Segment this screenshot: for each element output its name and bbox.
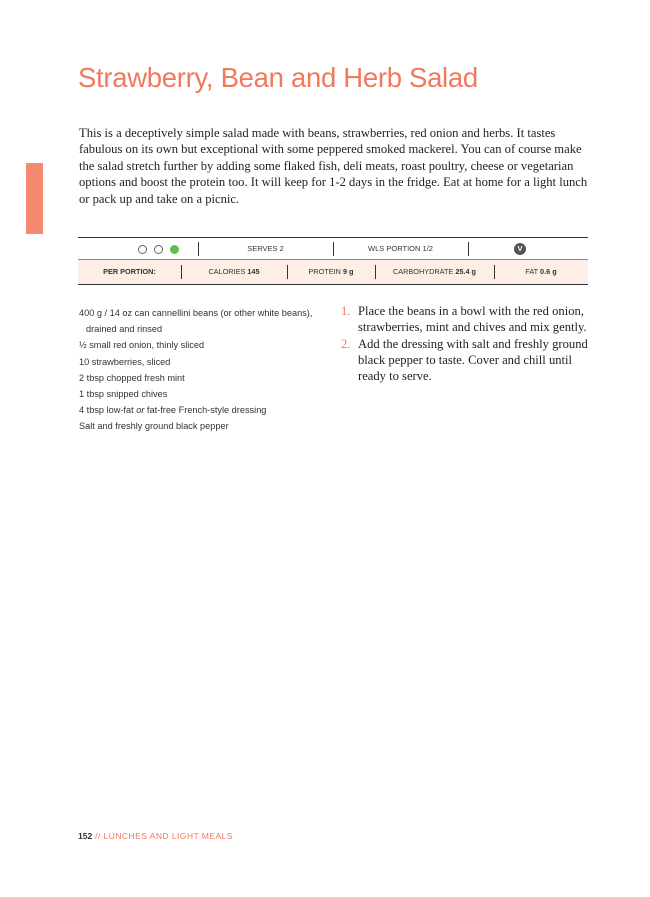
- difficulty-indicator: [78, 238, 198, 260]
- step-number: 2.: [341, 336, 351, 351]
- dressing-text: 4 tbsp low-fat: [79, 405, 137, 416]
- recipe-info-bar: [78, 237, 588, 260]
- protein-info: [287, 260, 375, 284]
- portion-label: WLS PORTION: [368, 244, 421, 253]
- carbohydrate-value: 25.4 g: [455, 267, 476, 276]
- fat-label: FAT: [525, 267, 539, 276]
- page-number: 152: [78, 831, 93, 841]
- section-name: LUNCHES AND LIGHT MEALS: [103, 831, 233, 841]
- method-step: [341, 303, 591, 336]
- difficulty-circle-empty-icon: [138, 245, 147, 254]
- recipe-title: Strawberry, Bean and Herb Salad: [78, 62, 478, 93]
- carbohydrate-label: CARBOHYDRATE: [393, 267, 454, 276]
- step-text: Add the dressing with salt and freshly ground black pepper to taste. Cover and chill until ready to serve.: [358, 336, 588, 384]
- footer-separator: //: [92, 831, 104, 841]
- calories-label: CALORIES: [208, 267, 246, 276]
- recipe-intro: This is a deceptively simple salad made with beans, strawberries, red onion and herbs. It tastes fabulous on its own but exceptional with some peppered smoked mackerel. You can of course make the salad stretch further by adding some flaked fish, deli meats, roast poultry, cheese or vegetarian options and boost the protein too. It will keep for 1-2 days in the fridge. Eat at home for a light lunch or pack up and take on a picnic.: [79, 126, 588, 206]
- dressing-or: or: [136, 405, 145, 416]
- ingredient-item: 1 tbsp snipped chives: [79, 389, 168, 400]
- nutrition-bar: [78, 259, 588, 285]
- chapter-tab: [26, 163, 43, 234]
- step-text: Place the beans in a bowl with the red onion, strawberries, mint and chives and mix gently.: [358, 304, 587, 335]
- method-steps: [341, 303, 591, 384]
- carbohydrate-info: [375, 260, 494, 284]
- portion-value: 1/2: [422, 244, 433, 253]
- ingredient-item: 2 tbsp chopped fresh mint: [79, 372, 185, 383]
- serves-label: SERVES: [247, 244, 278, 253]
- ingredient-item: 400 g / 14 oz can cannellini beans (or other white beans), drained and rinsed: [79, 308, 313, 335]
- calories-info: [181, 260, 287, 284]
- dressing-text: fat-free French-style dressing: [144, 405, 267, 416]
- portion-info: [333, 238, 468, 260]
- protein-label: PROTEIN: [308, 267, 341, 276]
- fat-info: [494, 260, 588, 284]
- page-footer: [78, 831, 233, 841]
- ingredient-item: Salt and freshly ground black pepper: [79, 421, 229, 432]
- calories-value: 145: [247, 267, 260, 276]
- ingredients-list: [79, 305, 319, 435]
- per-portion-label: PER PORTION:: [103, 267, 156, 276]
- method-step: [341, 336, 591, 385]
- step-number: 1.: [341, 304, 351, 318]
- difficulty-circle-filled-icon: [170, 245, 179, 254]
- fat-value: 0.6 g: [540, 267, 557, 276]
- serves-info: [198, 238, 333, 260]
- protein-value: 9 g: [342, 267, 354, 276]
- ingredient-item: ½ small red onion, thinly sliced: [79, 340, 205, 351]
- divider: [468, 242, 469, 256]
- vegetarian-badge-icon: V: [514, 243, 526, 255]
- ingredient-item-dressing: [79, 402, 319, 418]
- serves-value: 2: [279, 244, 284, 253]
- difficulty-circle-empty-icon: [154, 245, 163, 254]
- ingredient-item: 10 strawberries, sliced: [79, 356, 171, 367]
